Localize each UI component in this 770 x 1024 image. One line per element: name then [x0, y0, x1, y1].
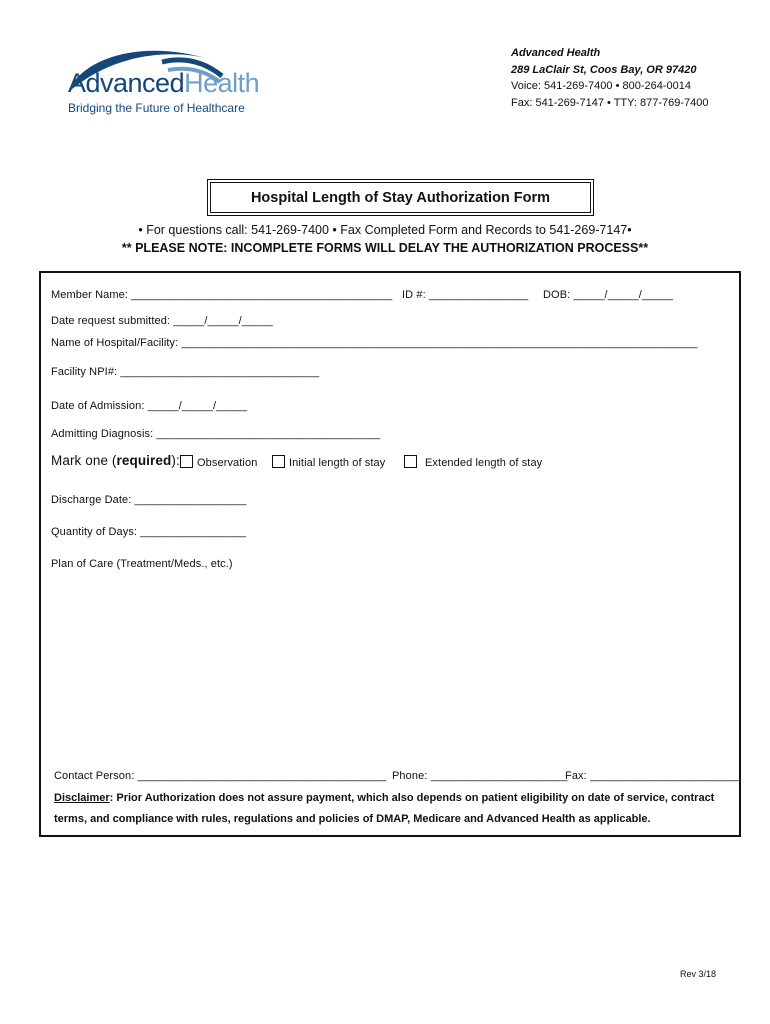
extended-stay-label: Extended length of stay	[425, 457, 543, 469]
initial-stay-checkbox[interactable]	[272, 455, 285, 468]
facility-npi-field[interactable]: Facility NPI#: ________________________________	[51, 366, 320, 378]
form-title: Hospital Length of Stay Authorization Form	[250, 189, 551, 206]
extended-stay-option[interactable]	[404, 455, 542, 469]
mark-one-label: Mark one (required):	[51, 453, 180, 468]
initial-stay-label: Initial length of stay	[289, 457, 386, 469]
org-name: Advanced Health	[511, 47, 601, 59]
hospital-name-field[interactable]: Name of Hospital/Facility: ___________________________________________________________________________________	[51, 337, 698, 349]
revision-label: Rev 3/18	[680, 969, 717, 979]
form-box	[39, 271, 741, 837]
disclaimer-line-1: Disclaimer: Prior Authorization does not assure payment, which also depends on patient eligibility on date of service, contract	[54, 792, 715, 804]
contact-person-field[interactable]: Contact Person: ________________________________________	[54, 770, 387, 782]
observation-option[interactable]	[180, 455, 257, 469]
instructions-line: • For questions call: 541-269-7400 • Fax Completed Form and Records to 541-269-7147•	[138, 223, 632, 237]
observation-label: Observation	[197, 457, 258, 469]
org-fax: Fax: 541-269-7147 • TTY: 877-769-7400	[511, 96, 709, 109]
plan-of-care-label: Plan of Care (Treatment/Meds., etc.)	[51, 558, 233, 570]
advanced-health-logo	[62, 40, 272, 120]
initial-stay-option[interactable]	[272, 455, 385, 469]
phone-field[interactable]: Phone: ______________________	[392, 770, 568, 782]
fax-field[interactable]: Fax: ________________________	[565, 770, 740, 782]
quantity-days-field[interactable]: Quantity of Days: _________________	[51, 526, 246, 538]
extended-stay-checkbox[interactable]	[404, 455, 417, 468]
logo-tagline: Bridging the Future of Healthcare	[68, 101, 245, 115]
id-field[interactable]: ID #: ________________	[402, 289, 529, 301]
date-request-field[interactable]: Date request submitted: _____/_____/_____	[51, 315, 273, 327]
discharge-date-field[interactable]: Discharge Date: __________________	[51, 494, 247, 506]
contact-block	[511, 45, 709, 111]
observation-checkbox[interactable]	[180, 455, 193, 468]
org-address: 289 LaClair St, Coos Bay, OR 97420	[511, 63, 697, 76]
form-title-box	[207, 179, 594, 216]
disclaimer-line-2: terms, and compliance with rules, regulations and policies of DMAP, Medicare and Advanced Health as applicable.	[54, 813, 651, 825]
incomplete-note: ** PLEASE NOTE: INCOMPLETE FORMS WILL DELAY THE AUTHORIZATION PROCESS**	[121, 241, 649, 255]
org-voice: Voice: 541-269-7400 • 800-264-0014	[511, 80, 691, 92]
logo-wordmark: AdvancedHealth	[68, 68, 260, 98]
date-admission-field[interactable]: Date of Admission: _____/_____/_____	[51, 400, 248, 412]
dob-field[interactable]: DOB: _____/_____/_____	[543, 289, 674, 301]
member-name-field[interactable]: Member Name: __________________________________________	[51, 289, 393, 301]
admitting-diagnosis-field[interactable]: Admitting Diagnosis: ____________________________________	[51, 428, 381, 440]
